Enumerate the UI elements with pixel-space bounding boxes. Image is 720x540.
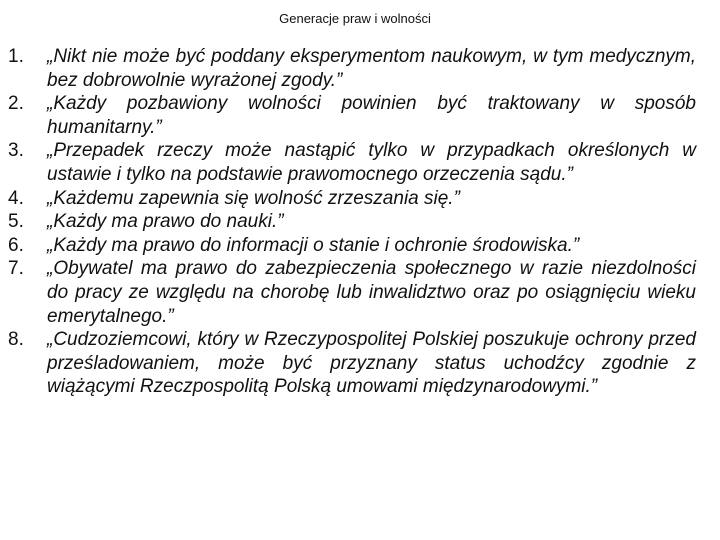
list-item [8, 187, 696, 211]
list-item [8, 45, 696, 92]
item-text: „Nikt nie może być poddany eksperymentom naukowym, w tym medycznym, bez dobrowolnie wyrażonej zgody.” [47, 46, 696, 91]
item-text: „Każdy pozbawiony wolności powinien być traktowany w sposób humanitarny.” [47, 93, 696, 138]
item-text: „Każdy ma prawo do informacji o stanie i ochronie środowiska.” [47, 234, 580, 256]
list-item [8, 234, 696, 258]
item-number: 4. [8, 187, 24, 209]
item-number: 8. [8, 329, 24, 351]
list-item [8, 328, 696, 399]
numbered-list [8, 45, 696, 399]
list-item [8, 139, 696, 186]
item-text: „Każdy ma prawo do nauki.” [47, 211, 284, 233]
item-number: 5. [8, 211, 24, 233]
item-text: „Obywatel ma prawo do zabezpieczenia społecznego w razie niezdolności do pracy ze względu na chorobę lub inwalidztwo oraz po osiągnięciu wieku emerytalnego.” [47, 258, 696, 327]
item-text: „Cudzoziemcowi, który w Rzeczypospolitej Polskiej poszukuje ochrony przed prześladowaniem, może być przyznany status uchodźcy zgodnie z wiążącymi Rzeczpospolitą Polską umowami międzynarodowymi.” [47, 329, 696, 398]
item-number: 3. [8, 140, 24, 162]
list-item [8, 210, 696, 234]
item-number: 7. [8, 258, 24, 280]
item-number: 1. [8, 46, 24, 67]
item-number: 6. [8, 234, 24, 256]
slide-title: Generacje praw i wolności [279, 11, 431, 26]
item-text: „Przepadek rzeczy może nastąpić tylko w przypadkach określonych w ustawie i tylko na podstawie prawomocnego orzeczenia sądu.” [47, 140, 696, 185]
item-number: 2. [8, 93, 24, 115]
list-item [8, 257, 696, 328]
list-item [8, 92, 696, 139]
item-text: „Każdemu zapewnia się wolność zrzeszania się.” [47, 187, 460, 209]
